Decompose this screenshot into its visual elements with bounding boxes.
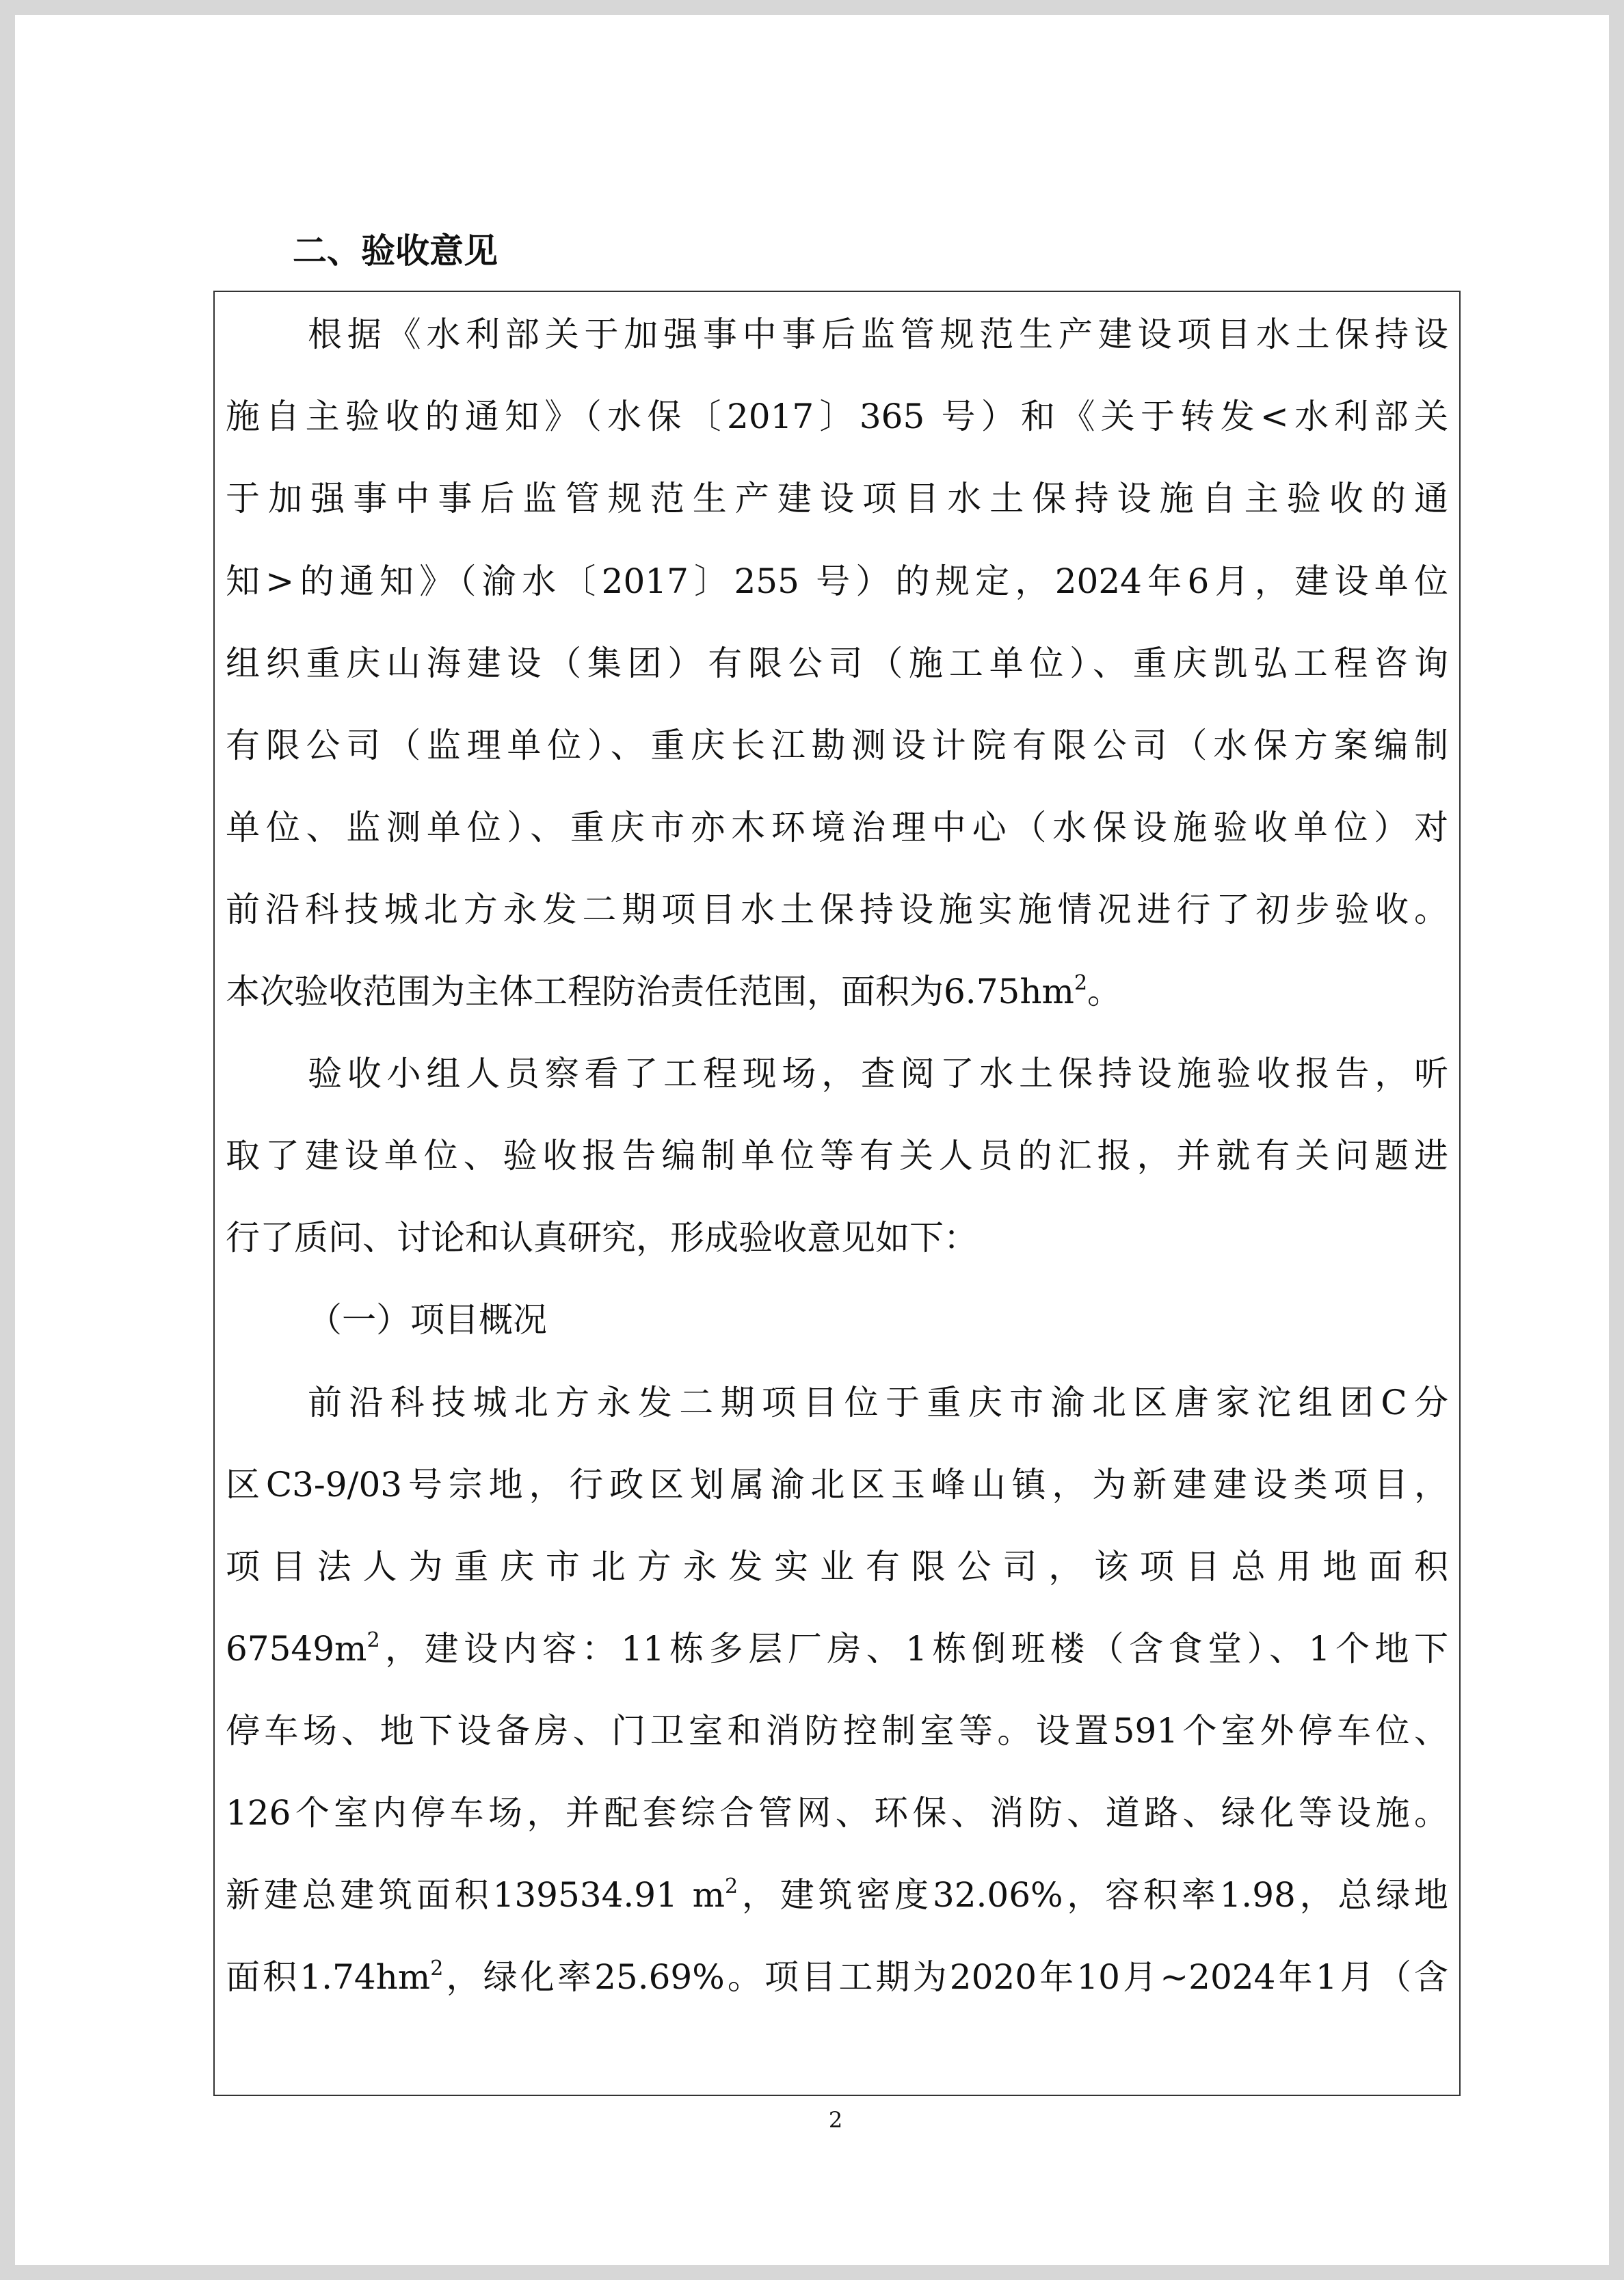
opinion-box	[213, 291, 1461, 2096]
section-heading: 二、验收意见	[293, 231, 498, 271]
superscript: 2	[430, 1957, 444, 1980]
text-fragment: ，建设内容：11栋多层厂房、1栋倒班楼（含食堂）、1个地下	[380, 1629, 1448, 1669]
text-line: 验收小组人员察看了工程现场，查阅了水土保持设施验收报告，听	[308, 1054, 1448, 1093]
text-line	[226, 1950, 1448, 2004]
text-line: 取了建设单位、验收报告编制单位等有关人员的汇报，并就有关问题进	[226, 1136, 1448, 1176]
text-line: 单位、监测单位）、重庆市亦木环境治理中心（水保设施验收单位）对	[226, 808, 1448, 847]
text-line: 行了质问、讨论和认真研究，形成验收意见如下：	[226, 1218, 978, 1258]
document-page	[15, 15, 1609, 2265]
text-line: 组织重庆山海建设（集团）有限公司（施工单位）、重庆凯弘工程咨询	[226, 644, 1448, 683]
text-line: 项目法人为重庆市北方永发实业有限公司，该项目总用地面积	[226, 1547, 1448, 1587]
text-line: 前沿科技城北方永发二期项目位于重庆市渝北区唐家沱组团C分	[308, 1383, 1448, 1422]
text-fragment: ，绿化率25.69%。项目工期为2020年10月~2024年1月（含	[443, 1957, 1448, 1997]
text-line	[226, 1868, 1448, 1922]
text-fragment: 面积1.74hm	[226, 1957, 431, 1997]
text-line: 区C3-9/03号宗地，行政区划属渝北区玉峰山镇，为新建建设类项目，	[226, 1465, 1448, 1504]
text-line: 施自主验收的通知》（水保〔2017〕365 号）和《关于转发<水利部关	[226, 397, 1448, 436]
text-line: 根据《水利部关于加强事中事后监管规范生产建设项目水土保持设	[308, 315, 1448, 354]
superscript: 2	[367, 1628, 380, 1652]
page-number: 2	[828, 2107, 843, 2133]
text-line: 前沿科技城北方永发二期项目水土保持设施实施情况进行了初步验收。	[226, 890, 1448, 929]
text-line: 126个室内停车场，并配套综合管网、环保、消防、道路、绿化等设施。	[226, 1793, 1448, 1833]
text-fragment: 新建总建筑面积139534.91 m	[226, 1875, 726, 1915]
superscript: 2	[1074, 971, 1088, 995]
text-line: 于加强事中事后监管规范生产建设项目水土保持设施自主验收的通	[226, 479, 1448, 518]
text-fragment: 67549m	[226, 1629, 367, 1669]
text-line: 停车场、地下设备房、门卫室和消防控制室等。设置591个室外停车位、	[226, 1711, 1448, 1751]
text-fragment: 。	[1087, 972, 1122, 1011]
text-line	[226, 1621, 1448, 1676]
text-line: 知>的通知》（渝水〔2017〕255 号）的规定，2024年6月，建设单位	[226, 561, 1448, 601]
text-line: 有限公司（监理单位）、重庆长江勘测设计院有限公司（水保方案编制	[226, 726, 1448, 765]
superscript: 2	[725, 1874, 738, 1898]
text-fragment: ，建筑密度32.06%，容积率1.98，总绿地	[738, 1875, 1448, 1915]
subsection-heading: （一）项目概况	[308, 1300, 547, 1340]
text-fragment: 本次验收范围为主体工程防治责任范围，面积为6.75hm	[226, 972, 1074, 1011]
text-line	[226, 964, 1448, 1019]
